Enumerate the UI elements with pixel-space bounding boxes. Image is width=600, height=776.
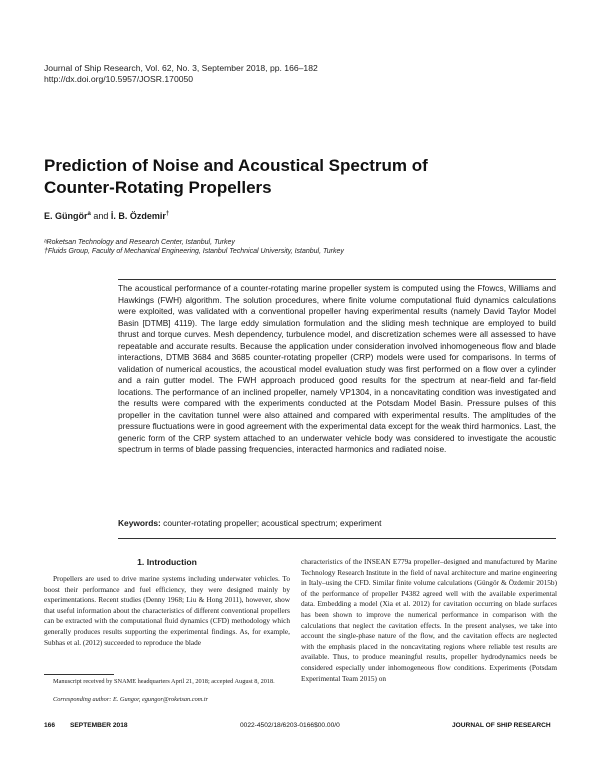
author-connector: and [90, 211, 111, 221]
footer-journal: JOURNAL OF SHIP RESEARCH [452, 722, 551, 729]
paper-title-line: Prediction of Noise and Acoustical Spectrum of [44, 156, 428, 175]
keywords-bottom-rule [118, 538, 556, 539]
affiliation-mark: † [165, 211, 170, 217]
body-left-column [44, 574, 290, 648]
journal-citation: Journal of Ship Research, Vol. 62, No. 3, September 2018, pp. 166–182 [44, 63, 318, 73]
section-heading: 1. Introduction [137, 557, 197, 567]
abstract-text: The acoustical performance of a counter-rotating marine propeller system is computed using the Ffowcs, Williams and Hawkings (FWH) algorithm. The solution procedures, where finite volume computational fluid dynamics calculations were exploited, was validated with a conventional propeller having experimental results (namely David Taylor Model Basin [DTMB] 4119). The large eddy simulation formulation and the sliding mesh technique are employed to build thrust and torque curves. Mesh dependency, turbulence model, and discretization schemes were all assessed to have repeatable and accurate results. Because the application under consideration involved inhomogeneous flow and blade interactions, DTMB 3684 and 3685 counter-rotating propeller (CRP) models were used for comparisons. In terms of validation of numerical acoustics, the acoustical model evaluation study was first performed on a flow over a cylinder and a rain gutter model. The FWH approach produced good results for the spectrum at near-field and far-field locations. The performance of an inclined propeller, namely VP1304, in a noncavitating condition was investigated and the results were compared with the experiments conducted at the Potsdam Model Basin. Pressure pulses of this propeller in the cavitation tunnel were also attained and compared with experimental results. The amplitudes of the pressure fluctuations were in good agreement with the experimental data except for the weak third harmonics. Last, the generic form of the CRP system attached to an underwater vehicle body was considered to investigate the acoustic spectrum in terms of blade passing frequencies, interacted harmonics and radiated noise. [118, 283, 556, 454]
affiliation: †Fluids Group, Faculty of Mechanical Engineering, Istanbul Technical University, Istanbul, Turkey [44, 248, 344, 255]
author-name: E. Güngör [44, 211, 88, 221]
doi-link[interactable]: http://dx.doi.org/10.5957/JOSR.170050 [44, 74, 194, 84]
paper-title [44, 155, 464, 199]
affiliation-mark: a [87, 211, 91, 217]
body-right-column [301, 557, 557, 684]
footer-date: SEPTEMBER 2018 [70, 722, 128, 729]
body-paragraph: characteristics of the INSEAN E779a propeller–designed and manufactured by Marine Technology Research Institute in the field of naval architecture and marine engineering in Italy–using the CFD. Similar finite volume calculations (Güngör & Özdemir 2015b) of the performance of propeller P4382 agreed well with the available experimental data. Embedding a model (Xia et al. 2012) for cavitation occurring on blade surfaces has been shown to improve the numerical performance in comparison with the calculations that neglect the cavitation effects. In the present analyses, we take into account the single-phase nature of the flow, and the cavitation effects are neglected with the emphasis placed in the noncavitating regions where reliable test results are available. Thus, to produce meaningful results, propeller hydrodynamics needs be considered especially under inhomogeneous flow conditions. Experiments (Potsdam Experimental Team 2015) on [301, 557, 557, 683]
footnote-corresponding: Corresponding author: E. Gungor, egungor@roketsan.com.tr [53, 696, 209, 703]
author-list [44, 211, 169, 221]
keywords-text: counter-rotating propeller; acoustical spectrum; experiment [160, 518, 382, 528]
author-name: İ. B. Özdemir [110, 211, 166, 221]
footnote-rule [44, 674, 114, 675]
body-paragraph: Propellers are used to drive marine systems including underwater vehicles. To boost their performance and fuel efficiency, they were designed mainly by experimentations. Recent studies (Denny 1968; Liu & Hong 2011), however, show that useful information about the characteristics of different conventional propellers can be extracted with the computational fluid dynamics (CFD) methodology which generally produces results supporting the experimental findings. As, for example, Subhas et al. (2012) succeeded to reproduce the blade [44, 574, 290, 647]
keywords-label: Keywords: [118, 518, 161, 528]
footer-code: 0022-4502/18/6203-0166$00.00/0 [240, 722, 340, 729]
abstract-top-rule [118, 279, 556, 280]
paper-title-line: Counter-Rotating Propellers [44, 178, 272, 197]
affiliation: ᵃRoketsan Technology and Research Center, Istanbul, Turkey [44, 239, 235, 246]
page-number: 166 [44, 722, 56, 729]
footnote-received: Manuscript received by SNAME headquarters April 21, 2018; accepted August 8, 2018. [53, 678, 275, 685]
keywords [118, 518, 558, 529]
